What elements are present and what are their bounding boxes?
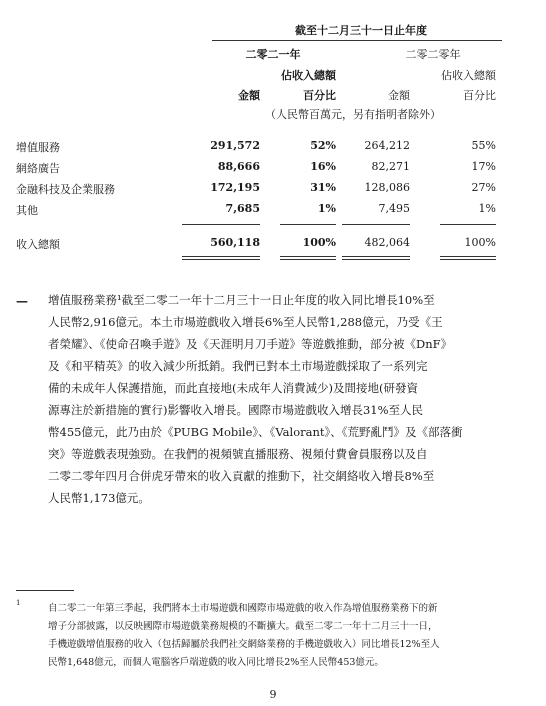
paragraph-line: 幣455億元，此乃由於《PUBG Mobile》、《Valorant》、《荒野亂鬥》及《部落衝	[48, 425, 463, 439]
total-rule	[280, 259, 336, 260]
total-rule	[342, 259, 410, 260]
pct-of-total-2020-header: 佔收入總額	[441, 69, 496, 82]
footnote-text	[48, 600, 496, 672]
pct-2020: 17%	[471, 160, 496, 173]
row-label: 其他	[16, 204, 38, 217]
total-rule	[440, 259, 496, 260]
paragraph-line: 備的未成年人保護措施，而此直接地(未成年人消費減少)及間接地(研發資	[48, 381, 418, 395]
amount-2020: 82,271	[371, 160, 410, 173]
total-rule	[182, 256, 260, 257]
pct-2021: 31%	[310, 181, 336, 194]
units-note: （人民幣百萬元，另有指明者除外）	[265, 108, 441, 121]
total-rule	[182, 259, 260, 260]
paragraph-line: 人民幣1,173億元。	[48, 491, 150, 505]
paragraph-line: 突》等遊戲表現強勁。在我們的視頻號直播服務、視頻付費會員服務以及自	[48, 447, 428, 461]
year-2020-header: 二零二零年	[405, 48, 461, 61]
row-label: 網絡廣告	[16, 162, 60, 175]
amount-2021: 7,685	[225, 202, 260, 215]
subtotal-rule	[182, 224, 260, 225]
footnote-line: 民幣1,648億元，而個人電腦客戶端遊戲的收入同比增長2%至人民幣453億元。	[48, 657, 384, 668]
period-header: 截至十二月三十一日止年度	[295, 24, 427, 37]
pct-2020-header: 百分比	[463, 89, 496, 102]
subtotal-rule	[342, 224, 410, 225]
bullet-dash: —	[16, 294, 28, 308]
pct-of-total-2021-header: 佔收入總額	[281, 69, 336, 82]
pct-2021: 16%	[310, 160, 336, 173]
amount-2021: 291,572	[210, 139, 260, 152]
pct-2021-header: 百分比	[303, 89, 336, 102]
pct-2020: 55%	[471, 139, 496, 152]
paragraph-line: 者榮耀》、《使命召喚手遊》及《天涯明月刀手遊》等遊戲推動，部分被《DnF》	[48, 337, 453, 351]
footnote-marker: 1	[16, 599, 21, 607]
subtotal-rule	[440, 224, 496, 225]
amount-2021: 88,666	[217, 160, 260, 173]
paragraph-line: 二零二零年四月合併虎牙帶來的收入貢獻的推動下，社交網絡收入增長8%至	[48, 469, 435, 483]
amount-2020: 482,064	[364, 236, 410, 249]
footnote-line: 自二零二一年第三季起，我們將本土市場遊戲和國際市場遊戲的收入作為增值服務業務下的新	[48, 603, 438, 614]
footnote-line: 手機遊戲增值服務的收入（包括歸屬於我們社交網絡業務的手機遊戲收入）同比增長12%至人	[48, 639, 440, 650]
amount-2020: 7,495	[378, 202, 410, 215]
value-added-services-paragraph	[48, 289, 496, 509]
total-rule	[280, 256, 336, 257]
pct-2020: 1%	[478, 202, 496, 215]
total-rule	[440, 256, 496, 257]
paragraph-line: 及《和平精英》的收入減少所抵銷。我們已對本土市場遊戲採取了一系列完	[48, 359, 428, 373]
amount-2020-header: 金額	[388, 89, 410, 102]
amount-2020: 128,086	[364, 181, 410, 194]
amount-2021: 172,195	[210, 181, 260, 194]
pct-2021: 1%	[317, 202, 336, 215]
pct-2020: 100%	[464, 236, 496, 249]
footnote-rule	[16, 590, 74, 591]
paragraph-line: 增值服務業務¹截至二零二一年十二月三十一日止年度的收入同比增長10%至	[48, 293, 435, 307]
paragraph-line: 源專注於新措施的實行)影響收入增長。國際市場遊戲收入增長31%至人民	[48, 403, 424, 417]
footnote-line: 增子分部披露，以反映國際市場遊戲業務規模的不斷擴大。截至二零二一年十二月三十一日，	[48, 621, 438, 632]
row-label: 收入總額	[16, 238, 60, 251]
pct-2021: 52%	[310, 139, 336, 152]
total-rule	[342, 256, 410, 257]
year-2021-header: 二零二一年	[245, 48, 301, 61]
row-label: 金融科技及企業服務	[16, 183, 115, 196]
paragraph-line: 人民幣2,916億元。本土市場遊戲收入增長6%至人民幣1,288億元，乃受《王	[48, 315, 443, 329]
pct-2020: 27%	[471, 181, 496, 194]
amount-2020: 264,212	[364, 139, 410, 152]
amount-2021: 560,118	[210, 236, 260, 249]
period-header-rule	[212, 40, 502, 41]
page-number: 9	[269, 688, 277, 701]
amount-2021-header: 金額	[238, 89, 260, 102]
pct-2021: 100%	[302, 236, 336, 249]
subtotal-rule	[280, 224, 336, 225]
row-label: 增值服務	[16, 141, 60, 154]
